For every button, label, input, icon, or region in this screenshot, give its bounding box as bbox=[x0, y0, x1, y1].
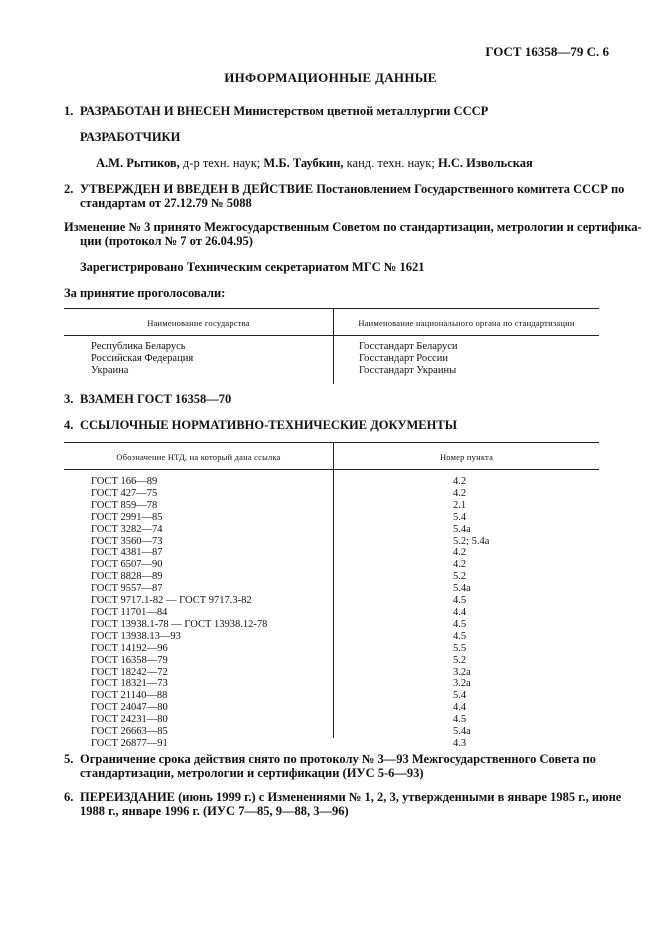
item-2-bold: УТВЕРЖДЕН И ВВЕДЕН В ДЕЙСТВИЕ bbox=[80, 182, 314, 196]
amendment-line-2: ции (протокол № 7 от 26.04.95) bbox=[80, 234, 253, 248]
table-cell-point: 4.2 bbox=[453, 487, 467, 499]
table-cell-doc: ГОСТ 13938.1-78 — ГОСТ 13938.12-78 bbox=[91, 618, 268, 630]
item-6-number: 6. bbox=[64, 790, 74, 804]
table-cell-doc: ГОСТ 166—89 bbox=[91, 476, 158, 487]
voting-table-header-state: Наименование государства bbox=[147, 318, 250, 328]
developer-name: М.Б. Таубкин, bbox=[263, 156, 344, 170]
item-6-line-1: ПЕРЕИЗДАНИЕ (июнь 1999 г.) с Изменениями № 1, 2, 3, утвержденными в январе 1985 г., июне bbox=[80, 790, 622, 804]
refs-table-header-doc: Обозначение НТД, на который дана ссылка bbox=[116, 452, 281, 462]
refs-table-header-rule bbox=[64, 469, 599, 470]
item-5-number: 5. bbox=[64, 752, 74, 766]
refs-points-column bbox=[453, 476, 489, 750]
table-cell-doc: ГОСТ 13938.13—93 bbox=[91, 630, 181, 642]
table-cell-doc: ГОСТ 4381—87 bbox=[91, 547, 163, 559]
table-cell-point: 2.1 bbox=[453, 499, 467, 511]
page-title: ИНФОРМАЦИОННЫЕ ДАННЫЕ bbox=[224, 70, 437, 85]
voting-bodies-column bbox=[359, 341, 458, 377]
table-cell-point: 5.2; 5.4а bbox=[453, 535, 490, 547]
table-cell-point: 5.2 bbox=[453, 571, 467, 583]
item-5-line-1: Ограничение срока действия снято по протоколу № 3—93 Межгосударственного Совета по bbox=[80, 752, 596, 766]
refs-table-top-rule bbox=[64, 442, 599, 443]
item-2-line-2: стандартам от 27.12.79 № 5088 bbox=[80, 196, 252, 210]
table-cell-point: 5.2 bbox=[453, 654, 467, 666]
voted-heading: За принятие проголосовали: bbox=[64, 286, 226, 300]
item-6-line-2: 1988 г., январе 1996 г. (ИУС 7—85, 9—88, 3—96) bbox=[80, 804, 349, 818]
table-cell-doc: ГОСТ 427—75 bbox=[91, 487, 158, 499]
item-1-text bbox=[80, 104, 488, 118]
table-cell-doc: ГОСТ 3282—74 bbox=[91, 523, 163, 535]
refs-table-header-point: Номер пункта bbox=[439, 452, 494, 462]
table-cell-point: 4.2 bbox=[453, 547, 467, 559]
item-1-rest: Министерством цветной металлургии СССР bbox=[230, 104, 489, 118]
table-cell-point: 4.2 bbox=[453, 559, 467, 571]
item-2-line-1 bbox=[80, 182, 624, 196]
table-cell-point: 4.5 bbox=[453, 618, 467, 630]
document-code-header: ГОСТ 16358—79 С. 6 bbox=[485, 44, 609, 59]
registration-note: Зарегистрировано Техническим секретариатом МГС № 1621 bbox=[80, 260, 425, 274]
table-cell-point: 5.4а bbox=[453, 583, 471, 595]
table-cell-state: Республика Беларусь bbox=[91, 341, 186, 352]
table-cell-doc: ГОСТ 26877—91 bbox=[91, 737, 168, 749]
table-cell-doc: ГОСТ 6507—90 bbox=[91, 559, 163, 571]
item-5-line-2: стандартизации, метрологии и сертификации (ИУС 5-6—93) bbox=[80, 766, 424, 780]
item-3-text: ВЗАМЕН ГОСТ 16358—70 bbox=[80, 392, 232, 406]
developer-name: Н.С. Извольская bbox=[437, 156, 533, 170]
developers-heading: РАЗРАБОТЧИКИ bbox=[80, 130, 181, 144]
table-cell-doc: ГОСТ 2991—85 bbox=[91, 511, 163, 523]
item-3-number: 3. bbox=[64, 392, 74, 406]
item-2-number: 2. bbox=[64, 182, 74, 196]
developer-name: А.М. Рытиков, bbox=[96, 156, 180, 170]
table-cell-doc: ГОСТ 18242—72 bbox=[91, 666, 168, 678]
table-cell-doc: ГОСТ 16358—79 bbox=[91, 654, 168, 666]
table-cell-doc: ГОСТ 21140—88 bbox=[91, 690, 168, 702]
refs-table-divider bbox=[333, 442, 334, 738]
table-cell-point: 3.2а bbox=[453, 666, 471, 678]
voting-states-column bbox=[91, 341, 193, 377]
table-cell-doc: ГОСТ 18321—73 bbox=[91, 678, 168, 690]
table-cell-point: 4.2 bbox=[453, 476, 467, 487]
table-cell-point: 4.3 bbox=[453, 737, 467, 749]
developers-list bbox=[96, 156, 533, 170]
table-cell-point: 5.4 bbox=[453, 690, 467, 702]
table-cell-doc: ГОСТ 26663—85 bbox=[91, 726, 168, 738]
table-cell-doc: ГОСТ 9557—87 bbox=[91, 583, 163, 595]
table-cell-doc: ГОСТ 9717.1-82 — ГОСТ 9717.3-82 bbox=[91, 595, 252, 607]
table-cell-point: 3.2а bbox=[453, 678, 471, 690]
table-cell-doc: ГОСТ 24047—80 bbox=[91, 702, 168, 714]
voting-table-header-rule bbox=[64, 335, 599, 336]
table-cell-doc: ГОСТ 24231—80 bbox=[91, 714, 168, 726]
table-cell-point: 5.4а bbox=[453, 726, 471, 738]
table-cell-point: 5.4 bbox=[453, 511, 467, 523]
table-cell-doc: ГОСТ 859—78 bbox=[91, 499, 158, 511]
voting-table-top-rule bbox=[64, 308, 599, 309]
item-1-bold: РАЗРАБОТАН И ВНЕСЕН bbox=[80, 104, 231, 118]
table-cell-point: 4.5 bbox=[453, 630, 467, 642]
table-cell-state: Украина bbox=[91, 364, 129, 376]
table-cell-doc: ГОСТ 8828—89 bbox=[91, 571, 163, 583]
table-cell-point: 5.5 bbox=[453, 642, 467, 654]
table-cell-body: Госстандарт Беларуси bbox=[359, 341, 458, 352]
voting-table-header-body: Наименование национального органа по стандартизации bbox=[358, 318, 575, 328]
table-cell-doc: ГОСТ 3560—73 bbox=[91, 535, 163, 547]
amendment-line-1: Изменение № 3 принято Межгосударственным Советом по стандартизации, метрологии и сертифика- bbox=[64, 220, 642, 234]
item-1-number: 1. bbox=[64, 104, 74, 118]
table-cell-doc: ГОСТ 11701—84 bbox=[91, 606, 168, 618]
table-cell-doc: ГОСТ 14192—96 bbox=[91, 642, 168, 654]
table-cell-body: Госстандарт России bbox=[359, 352, 448, 364]
table-cell-state: Российская Федерация bbox=[91, 352, 194, 364]
table-cell-point: 5.4а bbox=[453, 523, 471, 535]
developer-degree: канд. техн. наук; bbox=[343, 156, 438, 170]
table-cell-point: 4.5 bbox=[453, 714, 467, 726]
table-cell-point: 4.4 bbox=[453, 702, 467, 714]
refs-docs-column bbox=[91, 476, 267, 750]
item-4-text: ССЫЛОЧНЫЕ НОРМАТИВНО-ТЕХНИЧЕСКИЕ ДОКУМЕНТЫ bbox=[80, 418, 457, 432]
item-2-rest: Постановлением Государственного комитета СССР по bbox=[313, 182, 625, 196]
table-cell-point: 4.5 bbox=[453, 595, 467, 607]
table-cell-point: 4.4 bbox=[453, 606, 467, 618]
item-4-number: 4. bbox=[64, 418, 74, 432]
developer-degree: д-р техн. наук; bbox=[179, 156, 264, 170]
table-cell-body: Госстандарт Украины bbox=[359, 364, 457, 376]
